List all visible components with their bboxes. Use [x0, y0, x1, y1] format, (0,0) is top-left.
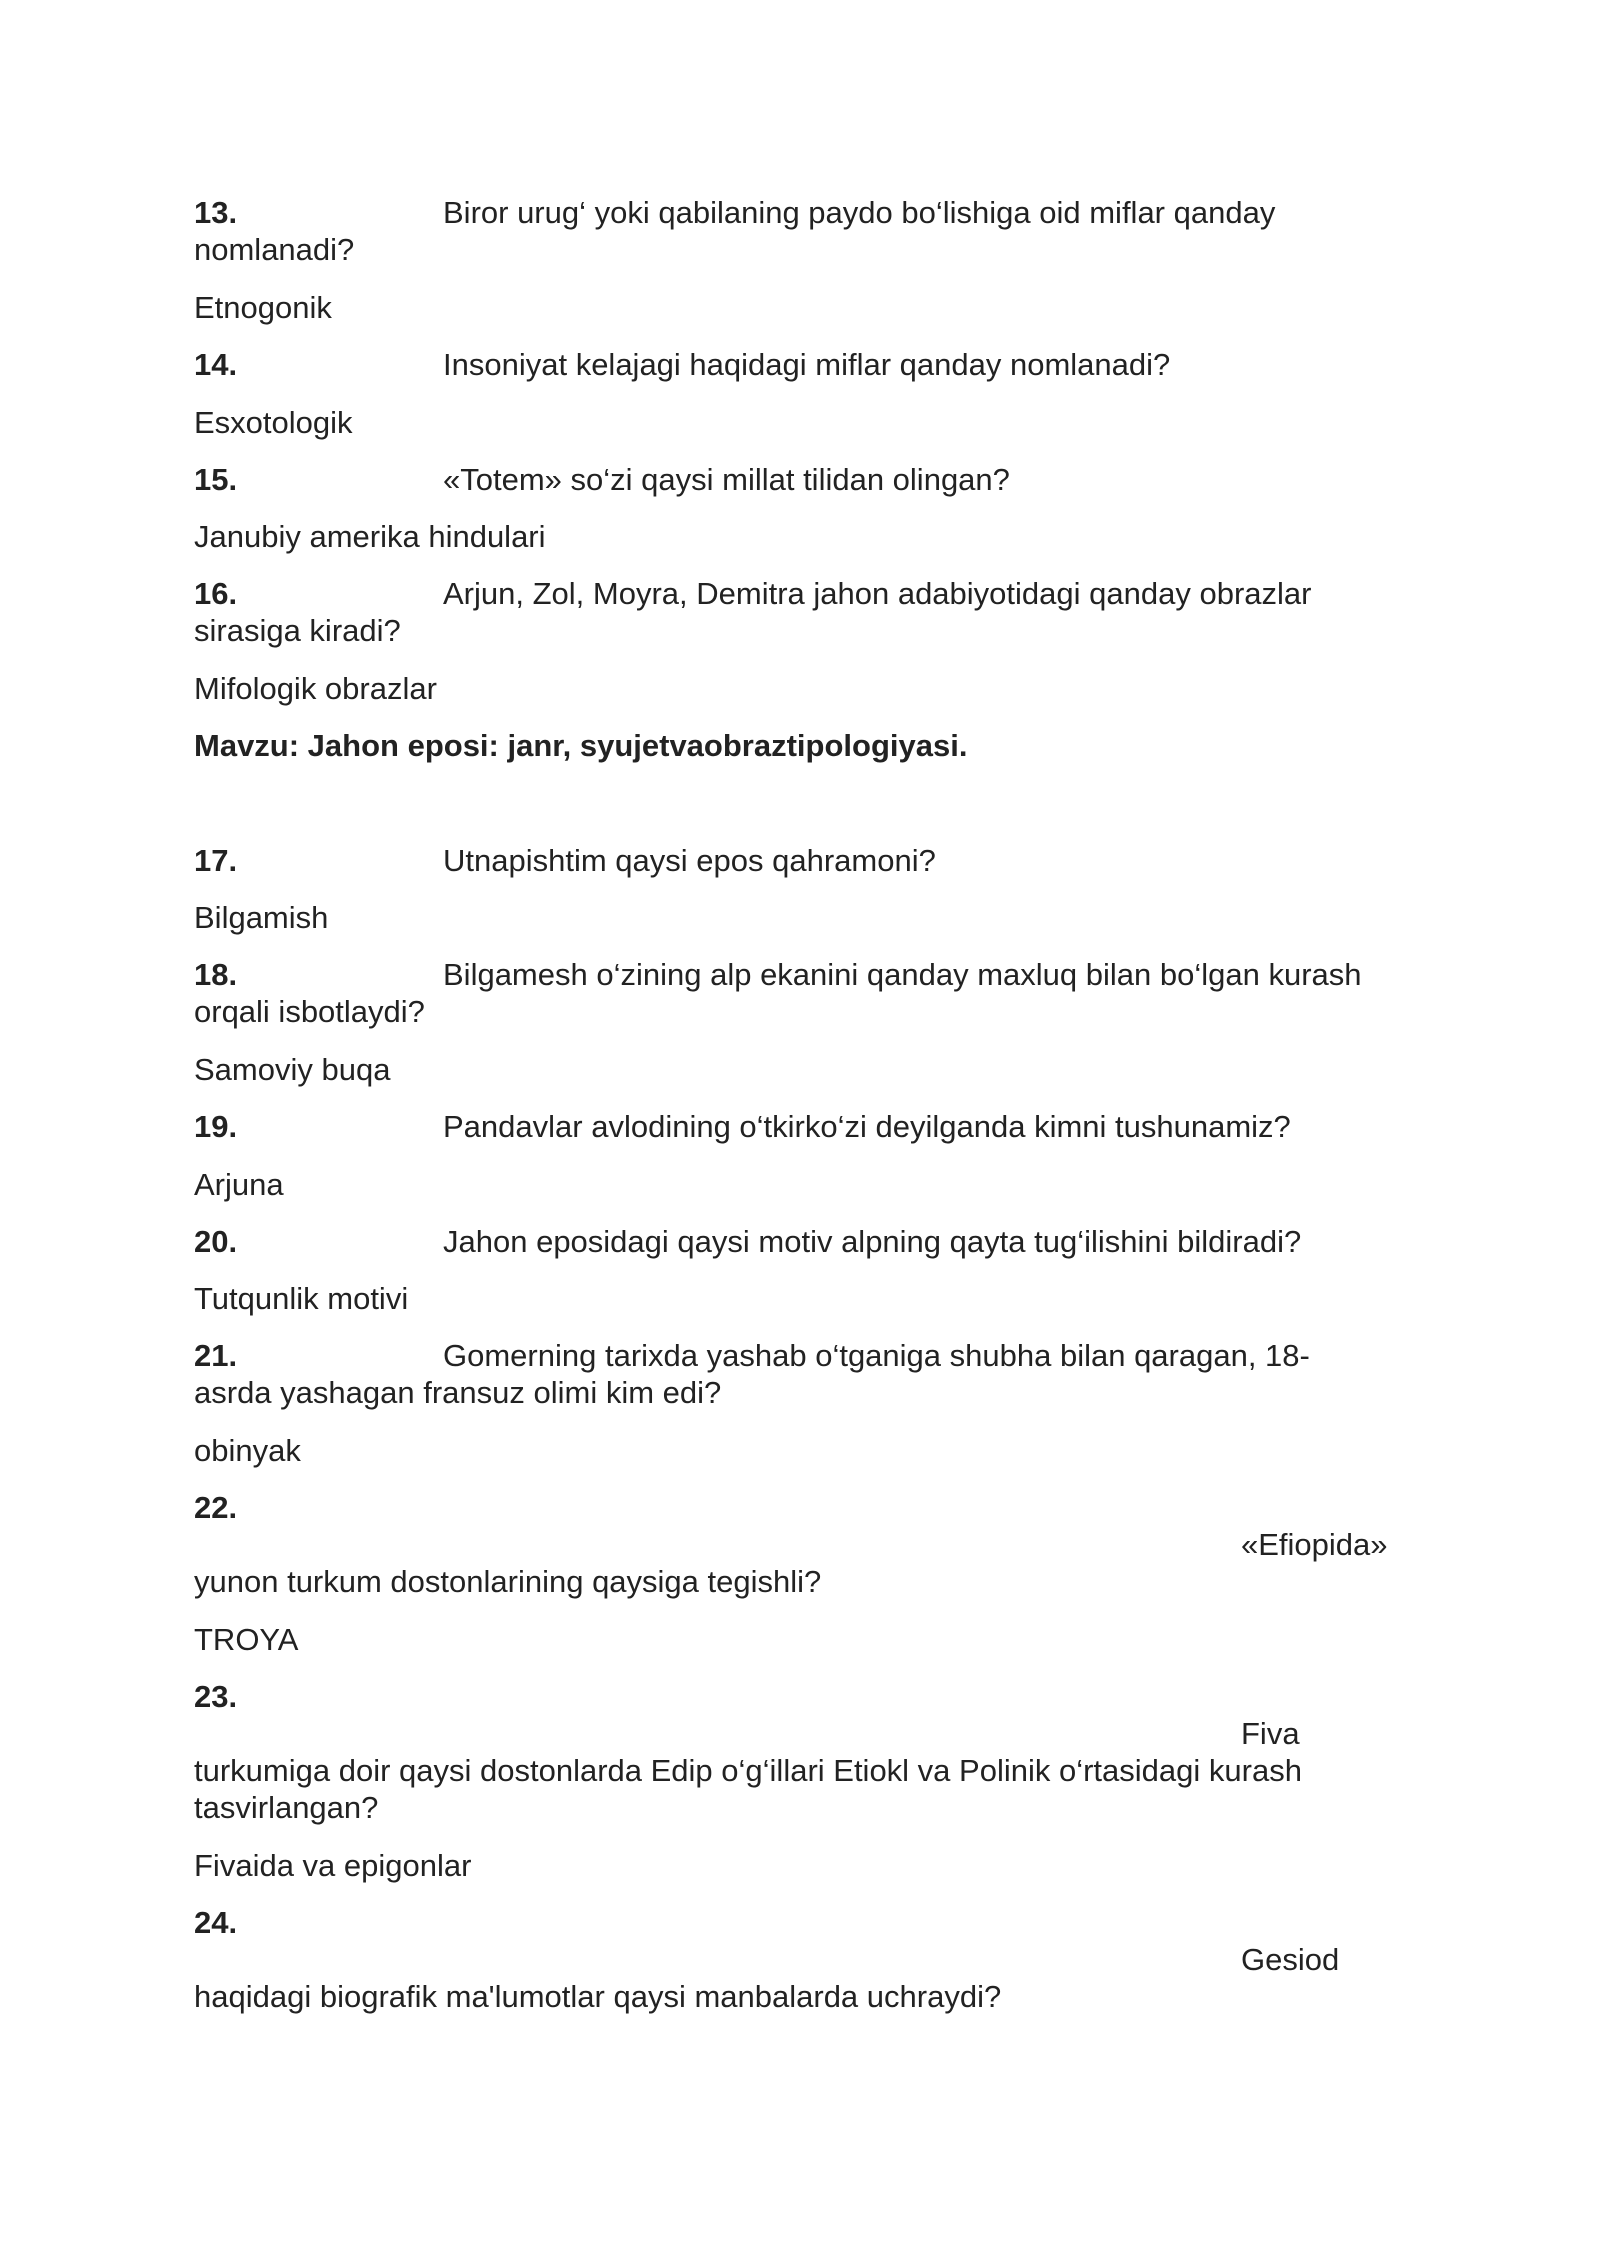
question-16-continued: sirasiga kiradi?: [194, 613, 401, 648]
question-13: [194, 194, 1414, 231]
question-22-continued: yunon turkum dostonlarining qaysiga tegishli?: [194, 1564, 822, 1599]
answer-17: Bilgamish: [194, 900, 329, 935]
question-number: 20.: [194, 1224, 238, 1259]
question-14: [194, 346, 1414, 383]
question-text: Biror urug‘ yoki qabilaning paydo bo‘lishiga oid miflar qanday: [443, 195, 1276, 230]
answer-15: Janubiy amerika hindulari: [194, 519, 546, 554]
question-22-number: 22.: [194, 1490, 238, 1525]
question-20: [194, 1223, 1414, 1260]
question-16: [194, 575, 1414, 612]
question-text: Arjun, Zol, Moyra, Demitra jahon adabiyotidagi qanday obrazlar: [443, 576, 1312, 611]
question-text: Gomerning tarixda yashab o‘tganiga shubha bilan qaragan, 18-: [443, 1338, 1310, 1373]
question-23-number: 23.: [194, 1679, 238, 1714]
question-18-continued: orqali isbotlaydi?: [194, 994, 425, 1029]
answer-23: Fivaida va epigonlar: [194, 1848, 472, 1883]
question-23-continued: turkumiga doir qaysi dostonlarda Edip o‘g‘illari Etiokl va Polinik o‘rtasidagi kurash: [194, 1753, 1302, 1788]
question-number: 16.: [194, 576, 238, 611]
question-number: 19.: [194, 1109, 238, 1144]
question-19: [194, 1108, 1414, 1145]
question-18: [194, 956, 1414, 993]
answer-13: Etnogonik: [194, 290, 332, 325]
question-24-number: 24.: [194, 1905, 238, 1940]
question-number: 17.: [194, 843, 238, 878]
question-text: Insoniyat kelajagi haqidagi miflar qanday nomlanadi?: [443, 347, 1171, 382]
question-number: 21.: [194, 1338, 238, 1373]
question-22-text-right: «Efiopida»: [1241, 1527, 1388, 1562]
answer-21: obinyak: [194, 1433, 301, 1468]
question-21: [194, 1337, 1414, 1374]
question-text: Pandavlar avlodining o‘tkirko‘zi deyilganda kimni tushunamiz?: [443, 1109, 1291, 1144]
answer-22: TROYA: [194, 1622, 299, 1657]
section-heading: Mavzu: Jahon eposi: janr, syujetvaobraztipologiyasi.: [194, 728, 968, 763]
question-24-text-right: Gesiod: [1241, 1942, 1340, 1977]
question-text: Bilgamesh o‘zining alp ekanini qanday maxluq bilan bo‘lgan kurash: [443, 957, 1362, 992]
answer-14: Esxotologik: [194, 405, 353, 440]
question-17: [194, 842, 1414, 879]
answer-18: Samoviy buqa: [194, 1052, 391, 1087]
question-number: 18.: [194, 957, 238, 992]
question-21-continued: asrda yashagan fransuz olimi kim edi?: [194, 1375, 722, 1410]
question-number: 13.: [194, 195, 238, 230]
question-24-continued: haqidagi biografik ma'lumotlar qaysi manbalarda uchraydi?: [194, 1979, 1002, 2014]
answer-16: Mifologik obrazlar: [194, 671, 437, 706]
answer-20: Tutqunlik motivi: [194, 1281, 409, 1316]
question-number: 14.: [194, 347, 238, 382]
question-23-text-right: Fiva: [1241, 1716, 1300, 1751]
question-number: 15.: [194, 462, 238, 497]
question-15: [194, 461, 1414, 498]
question-23-continued-2: tasvirlangan?: [194, 1790, 379, 1825]
answer-19: Arjuna: [194, 1167, 284, 1202]
question-text: «Totem» so‘zi qaysi millat tilidan olingan?: [443, 462, 1010, 497]
question-text: Jahon eposidagi qaysi motiv alpning qayta tug‘ilishini bildiradi?: [443, 1224, 1302, 1259]
question-text: Utnapishtim qaysi epos qahramoni?: [443, 843, 936, 878]
question-13-continued: nomlanadi?: [194, 232, 355, 267]
